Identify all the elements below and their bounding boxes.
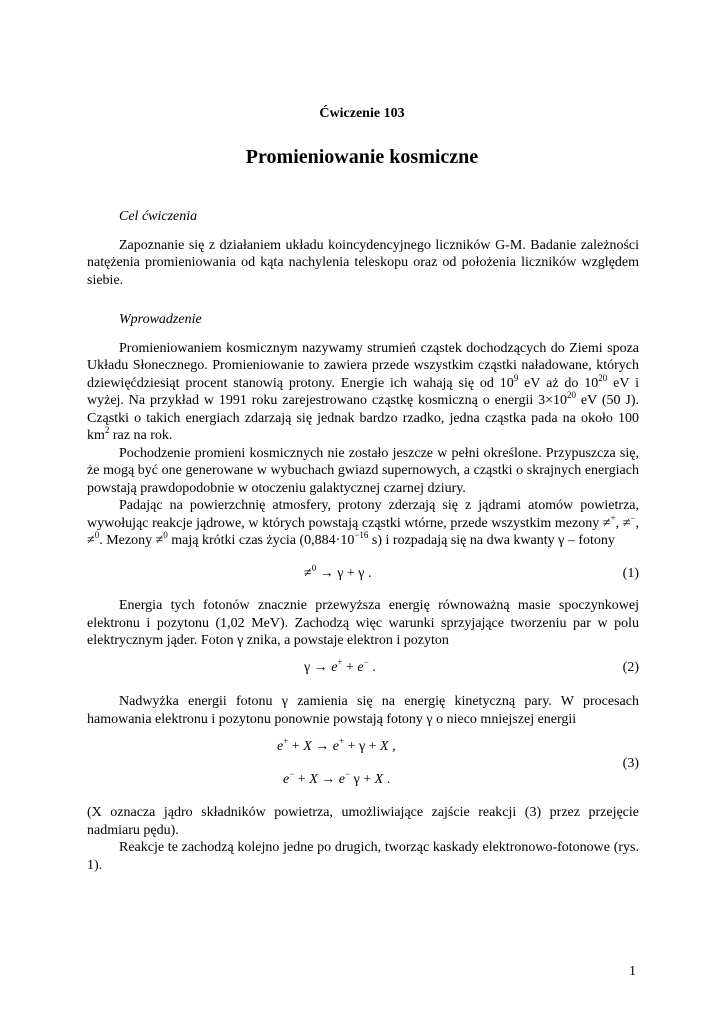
paragraph-6-7-block <box>87 804 639 874</box>
equation-1-expression: ≠$^0$ → γ + γ . <box>304 563 372 581</box>
paragraph-7: Reakcje te zachodzą kolejno jedne po drugich, tworząc kaskady elektronowo-fotonowe (rys. 1). <box>87 840 639 873</box>
paragraph-4: Energia tych fotonów znacznie przewyższa energię równoważną masie spoczynkowej elektronu i pozytonu (1,02 MeV). Zachodzą więc warunki sprzyjające tworzeniu par w polu elektrycznym jąder. Foton γ znika, a powstaje elektron i pozyton <box>87 598 639 648</box>
intro-section <box>87 311 639 550</box>
paragraph-4-block <box>87 597 639 650</box>
intro-paragraph-1: Promieniowaniem kosmicznym nazywamy strumień cząstek dochodzących do Ziemi spoza Układu Słonecznego. Promieniowanie to zawiera przede wszystkim cząstki naładowane, których dziewięćdziesiąt procent stanowią protony. Energie ich wahają się od $10^9$ eV aż do $10^{20}$ eV i wyżej. Na przykład w 1991 roku zarejestrowano cząstkę kosmiczną o energii $3\times 10^{20}$ eV (50 J). Cząstki o takich energiach zdarzają się jednak bardzo rzadko, jedna cząstka pada na około 100 $km^2$ raz na rok. <box>87 340 640 443</box>
equation-3 <box>87 736 639 793</box>
goal-section <box>87 208 639 289</box>
equation-3-number: (3) <box>622 756 639 771</box>
equation-3-line-2: e− + X → e− γ + X . <box>283 769 391 787</box>
page-title: Promieniowanie kosmiczne <box>245 146 479 168</box>
equation-1 <box>87 563 639 586</box>
paragraph-5: Nadwyżka energii fotonu γ zamienia się na energię kinetyczną pary. W procesach hamowania elektronu i pozytonu ponownie powstają fotony γ o nieco mniejszej energii <box>87 694 639 727</box>
equation-3-line-1: e+ + X → e+ + γ + X , <box>277 736 396 754</box>
page-number: 1 <box>629 964 636 979</box>
equation-2-expression: γ → e+ + e− . <box>304 657 376 675</box>
equation-2-number: (2) <box>622 660 639 675</box>
intro-paragraph-2: Pochodzenie promieni kosmicznych nie zostało jeszcze w pełni określone. Przypuszcza się, że mogą być one generowane w wybuchach gwiazd supernowych, a cząstki o skrajnych energiach powstają prawdopodobnie w otoczeniu galaktycznej czarnej dziury. <box>87 445 639 496</box>
equation-2 <box>87 657 639 680</box>
goal-heading: Cel ćwiczenia <box>119 209 198 224</box>
exercise-label: Ćwiczenie 103 <box>319 106 405 121</box>
paragraph-5-block <box>87 693 639 728</box>
goal-paragraph: Zapoznanie się z działaniem układu koincydencyjnego liczników G-M. Badanie zależności natężenia promieniowania od kąta nachylenia teleskopu oraz od położenia liczników względem siebie. <box>87 237 639 288</box>
paragraph-6: (X oznacza jądro składników powietrza, umożliwiające zajście reakcji (3) przez przejęcie nadmiaru pędu). <box>87 805 639 838</box>
intro-paragraph-3: Padając na powierzchnię atmosfery, protony zderzają się z jądrami atomów powietrza, wywołując reakcje jądrowe, w których powstają cząstki wtórne, przede wszystkim mezony ≠+, ≠−, ≠$^0$. Mezony ≠$^0$ mają krótki czas życia ($0,884\cdot 10^{-16}$ s) i rozpadają się na dwa kwanty γ – fotony <box>87 498 639 548</box>
equation-1-number: (1) <box>622 566 639 581</box>
intro-heading: Wprowadzenie <box>119 312 202 327</box>
